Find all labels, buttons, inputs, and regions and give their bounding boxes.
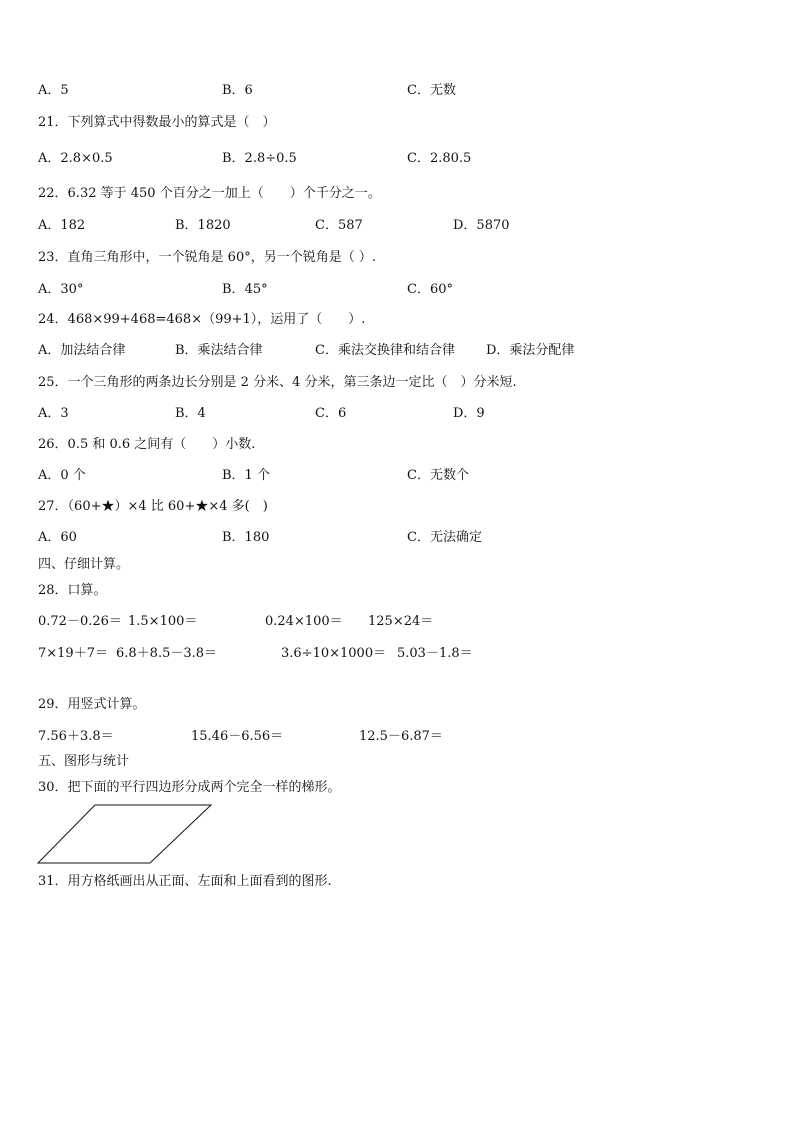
q25-option-c: C．6 [315, 406, 347, 421]
q26-option-a: A．0 个 [38, 468, 86, 483]
q27-option-c: C．无法确定 [407, 530, 482, 545]
section-4-heading: 四、仔细计算。 [38, 557, 130, 572]
parallelogram-figure [36, 803, 216, 867]
q22-option-a: A．182 [38, 218, 86, 233]
q28-item-6: 6.8＋8.5－3.8＝ [116, 646, 218, 661]
q24-stem: 24．468×99+468=468×（99+1），运用了（ ）. [38, 312, 366, 327]
q28-item-1: 0.72－0.26＝ [38, 614, 122, 629]
q24-option-d: D．乘法分配律 [486, 343, 575, 358]
q23-stem: 23．直角三角形中，一个锐角是 60°，另一个锐角是（ ）. [38, 250, 376, 265]
q21-option-b: B．2.8÷0.5 [222, 151, 297, 166]
q21-stem: 21．下列算式中得数最小的算式是（ ） [38, 115, 276, 130]
q20-option-b: B．6 [222, 83, 253, 98]
q27-option-b: B．180 [222, 530, 270, 545]
q24-option-c: C．乘法交换律和结合律 [315, 343, 455, 358]
q21-option-a: A．2.8×0.5 [38, 151, 113, 166]
q23-option-a: A．30° [38, 282, 84, 297]
q31-stem: 31．用方格纸画出从正面、左面和上面看到的图形. [38, 874, 332, 889]
q29-item-1: 7.56＋3.8＝ [38, 729, 114, 744]
q22-option-c: C．587 [315, 218, 363, 233]
q25-option-b: B．4 [175, 406, 206, 421]
q28-item-5: 7×19＋7＝ [38, 646, 108, 661]
q26-stem: 26．0.5 和 0.6 之间有（ ）小数. [38, 437, 256, 452]
q20-option-c: C．无数 [407, 83, 456, 98]
q22-option-b: B．1820 [175, 218, 231, 233]
q23-option-c: C．60° [407, 282, 453, 297]
q28-item-4: 125×24＝ [368, 614, 434, 629]
q29-item-2: 15.46－6.56＝ [191, 729, 284, 744]
q26-option-b: B．1 个 [222, 468, 270, 483]
q28-item-2: 1.5×100＝ [128, 614, 198, 629]
q22-stem: 22．6.32 等于 450 个百分之一加上（ ）个千分之一。 [38, 186, 381, 201]
q27-stem: 27．（60+★）×4 比 60+★×4 多( ) [38, 499, 268, 514]
q23-option-b: B．45° [222, 282, 268, 297]
q20-option-a: A．5 [38, 83, 69, 98]
q26-option-c: C．无数个 [407, 468, 469, 483]
q25-option-d: D．9 [453, 406, 485, 421]
section-5-heading: 五、图形与统计 [38, 754, 130, 769]
q29-stem: 29．用竖式计算。 [38, 697, 146, 712]
q28-item-7: 3.6÷10×1000＝ [281, 646, 387, 661]
q24-option-a: A．加法结合律 [38, 343, 126, 358]
q29-item-3: 12.5－6.87＝ [359, 729, 443, 744]
q22-option-d: D．5870 [453, 218, 510, 233]
q21-option-c: C．2.80.5 [407, 151, 472, 166]
q28-item-3: 0.24×100＝ [265, 614, 343, 629]
q28-item-8: 5.03－1.8＝ [397, 646, 473, 661]
q25-option-a: A．3 [38, 406, 69, 421]
q28-stem: 28．口算。 [38, 583, 107, 598]
q25-stem: 25．一个三角形的两条边长分别是 2 分米、4 分米，第三条边一定比（ ）分米短. [38, 375, 517, 390]
q30-stem: 30．把下面的平行四边形分成两个完全一样的梯形。 [38, 780, 341, 795]
q27-option-a: A．60 [38, 530, 77, 545]
q24-option-b: B．乘法结合律 [175, 343, 263, 358]
